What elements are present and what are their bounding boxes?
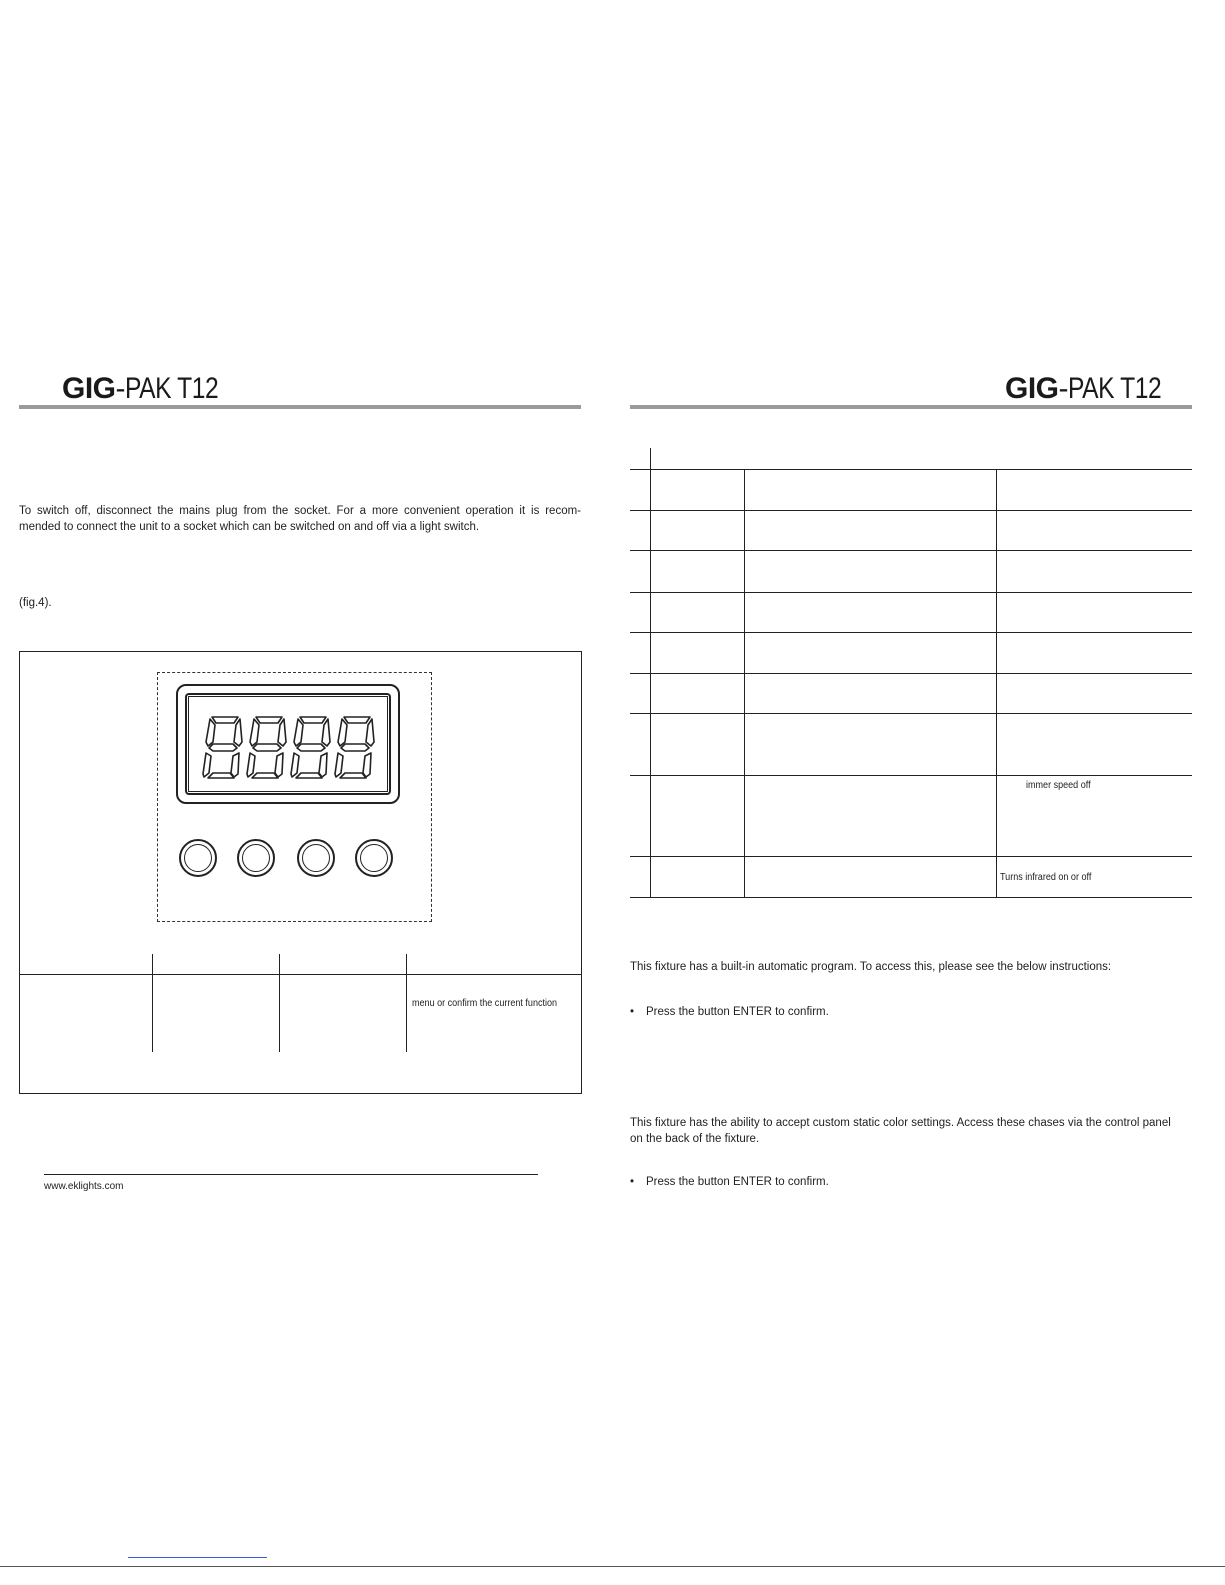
- static-color-step-text: Press the button ENTER to confirm.: [646, 1176, 829, 1188]
- switch-off-line-1: To switch off, disconnect the mains plug from the socket. For a more convenient operation it is recom-: [19, 505, 581, 517]
- menu-table-cell: Turns infrared on or off: [1000, 871, 1092, 883]
- logo-separator: -: [1058, 372, 1069, 405]
- menu-table-rule: [630, 856, 1192, 857]
- menu-table-cell: immer speed off: [1026, 779, 1091, 791]
- switch-off-paragraph: [19, 503, 581, 535]
- static-color-line-2: on the back of the fixture.: [630, 1133, 760, 1145]
- right-header-rule: [630, 405, 1192, 409]
- link-underline: [128, 1557, 267, 1558]
- control-panel-figure: [19, 651, 582, 1094]
- auto-program-step-text: Press the button ENTER to confirm.: [646, 1006, 829, 1018]
- function-cell-4: menu or confirm the current function: [412, 997, 558, 1009]
- function-col-divider-2: [279, 954, 280, 1052]
- panel-button-3[interactable]: [297, 839, 335, 877]
- bottom-rule: [0, 1566, 1225, 1567]
- menu-table-rule: [630, 510, 1192, 511]
- function-col-divider-1: [152, 954, 153, 1052]
- logo-model: PAK T12: [1068, 372, 1162, 405]
- led-display: [176, 684, 400, 804]
- menu-table-rule: [630, 592, 1192, 593]
- logo-model: PAK T12: [125, 372, 219, 405]
- auto-program-intro: This fixture has a built-in automatic program. To access this, please see the below instructions:: [630, 961, 1112, 973]
- figure-reference: (fig.4).: [19, 597, 52, 609]
- panel-button-4[interactable]: [355, 839, 393, 877]
- left-header-rule: [19, 405, 581, 409]
- menu-table-rule: [630, 897, 1192, 898]
- function-col-divider-3: [406, 954, 407, 1052]
- logo-brand: GIG: [1005, 372, 1059, 405]
- panel-button-1[interactable]: [179, 839, 217, 877]
- static-color-paragraph: [630, 1115, 1200, 1147]
- menu-table-rule: [630, 550, 1192, 551]
- logo-separator: -: [115, 372, 126, 405]
- right-logo: [1005, 372, 1182, 406]
- left-logo: [62, 372, 239, 406]
- menu-table-col-line-2: [744, 469, 745, 897]
- seven-segment-digits: [176, 684, 400, 804]
- panel-button-2[interactable]: [237, 839, 275, 877]
- footer-url[interactable]: www.eklights.com: [44, 1181, 124, 1192]
- menu-table-rule: [630, 469, 1192, 470]
- static-color-line-1: This fixture has the ability to accept custom static color settings. Access these chases via the control panel: [630, 1117, 1171, 1129]
- switch-off-line-2: mended to connect the unit to a socket which can be switched on and off via a light switch.: [19, 521, 480, 533]
- menu-table-rule: [630, 632, 1192, 633]
- bullet-icon: •: [630, 1176, 635, 1188]
- function-table-rule: [20, 974, 581, 975]
- footer-rule: [44, 1174, 538, 1175]
- auto-program-step: [630, 1006, 829, 1018]
- static-color-step: [630, 1176, 829, 1188]
- menu-table-rule: [630, 673, 1192, 674]
- menu-table-col-line-3: [996, 469, 997, 897]
- bullet-icon: •: [630, 1006, 635, 1018]
- menu-table-rule: [630, 775, 1192, 776]
- logo-brand: GIG: [62, 372, 116, 405]
- menu-table-rule: [630, 713, 1192, 714]
